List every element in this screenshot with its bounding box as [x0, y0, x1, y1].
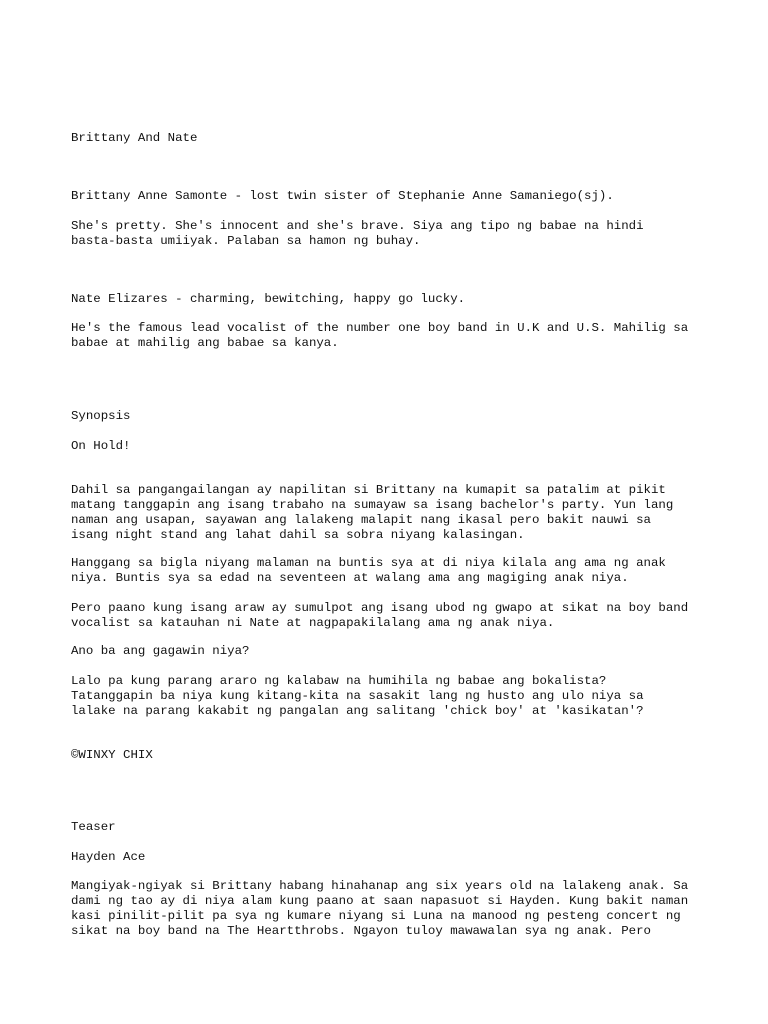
synopsis-paragraph-line: Dahil sa pangangailangan ay napilitan si Brittany na kumapit sa patalim at pikit	[71, 483, 666, 497]
document-title: Brittany And Nate	[71, 131, 198, 145]
teaser-heading: Teaser	[71, 820, 116, 834]
synopsis-paragraph-line: isang night stand ang lahat dahil sa sobra niyang kalasingan.	[71, 528, 525, 542]
synopsis-paragraph-line: Tatanggapin ba niya kung kitang-kita na sasakit lang ng husto ang ulo niya sa	[71, 689, 644, 703]
synopsis-paragraph-line: Lalo pa kung parang araro ng kalabaw na humihila ng babae ang bokalista?	[71, 674, 607, 688]
synopsis-paragraph-line: matang tanggapin ang isang trabaho na sumayaw sa isang bachelor's party. Yun lang	[71, 498, 674, 512]
character-description-line: basta-basta umiiyak. Palaban sa hamon ng buhay.	[71, 234, 421, 248]
copyright-line: ©WINXY CHIX	[71, 748, 153, 762]
synopsis-paragraph-line: Pero paano kung isang araw ay sumulpot ang isang ubod ng gwapo at sikat na boy band	[71, 601, 689, 615]
synopsis-paragraph-line: vocalist sa katauhan ni Nate at nagpapakilalang ama ng anak niya.	[71, 616, 555, 630]
synopsis-paragraph-line: niya. Buntis sya sa edad na seventeen at walang ama ang magiging anak niya.	[71, 571, 629, 585]
teaser-subheading: Hayden Ace	[71, 850, 146, 864]
teaser-line: dami ng tao ay di niya alam kung paano at saan napasuot si Hayden. Kung bakit naman	[71, 894, 689, 908]
character-description-line: She's pretty. She's innocent and she's brave. Siya ang tipo ng babae na hindi	[71, 219, 644, 233]
character-description-line: babae at mahilig ang babae sa kanya.	[71, 336, 339, 350]
character-description-line: He's the famous lead vocalist of the number one boy band in U.K and U.S. Mahilig sa	[71, 321, 689, 335]
teaser-line: sikat na boy band na The Heartthrobs. Ngayon tuloy mawawalan sya ng anak. Pero	[71, 924, 651, 938]
synopsis-paragraph-line: naman ang usapan, sayawan ang lalakeng malapit nang ikasal pero bakit nauwi sa	[71, 513, 651, 527]
character-intro-nate: Nate Elizares - charming, bewitching, happy go lucky.	[71, 292, 466, 306]
synopsis-heading: Synopsis	[71, 409, 131, 423]
synopsis-paragraph-line: Ano ba ang gagawin niya?	[71, 644, 250, 658]
teaser-line: kasi pinilit-pilit pa sya ng kumare niyang si Luna na manood ng pesteng concert ng	[71, 909, 681, 923]
character-intro-brittany: Brittany Anne Samonte - lost twin sister of Stephanie Anne Samaniego(sj).	[71, 189, 614, 203]
synopsis-paragraph-line: lalake na parang kakabit ng pangalan ang salitang 'chick boy' at 'kasikatan'?	[71, 704, 644, 718]
teaser-line: Mangiyak-ngiyak si Brittany habang hinahanap ang six years old na lalakeng anak. Sa	[71, 879, 689, 893]
synopsis-paragraph-line: Hanggang sa bigla niyang malaman na buntis sya at di niya kilala ang ama ng anak	[71, 556, 666, 570]
synopsis-status: On Hold!	[71, 439, 131, 453]
